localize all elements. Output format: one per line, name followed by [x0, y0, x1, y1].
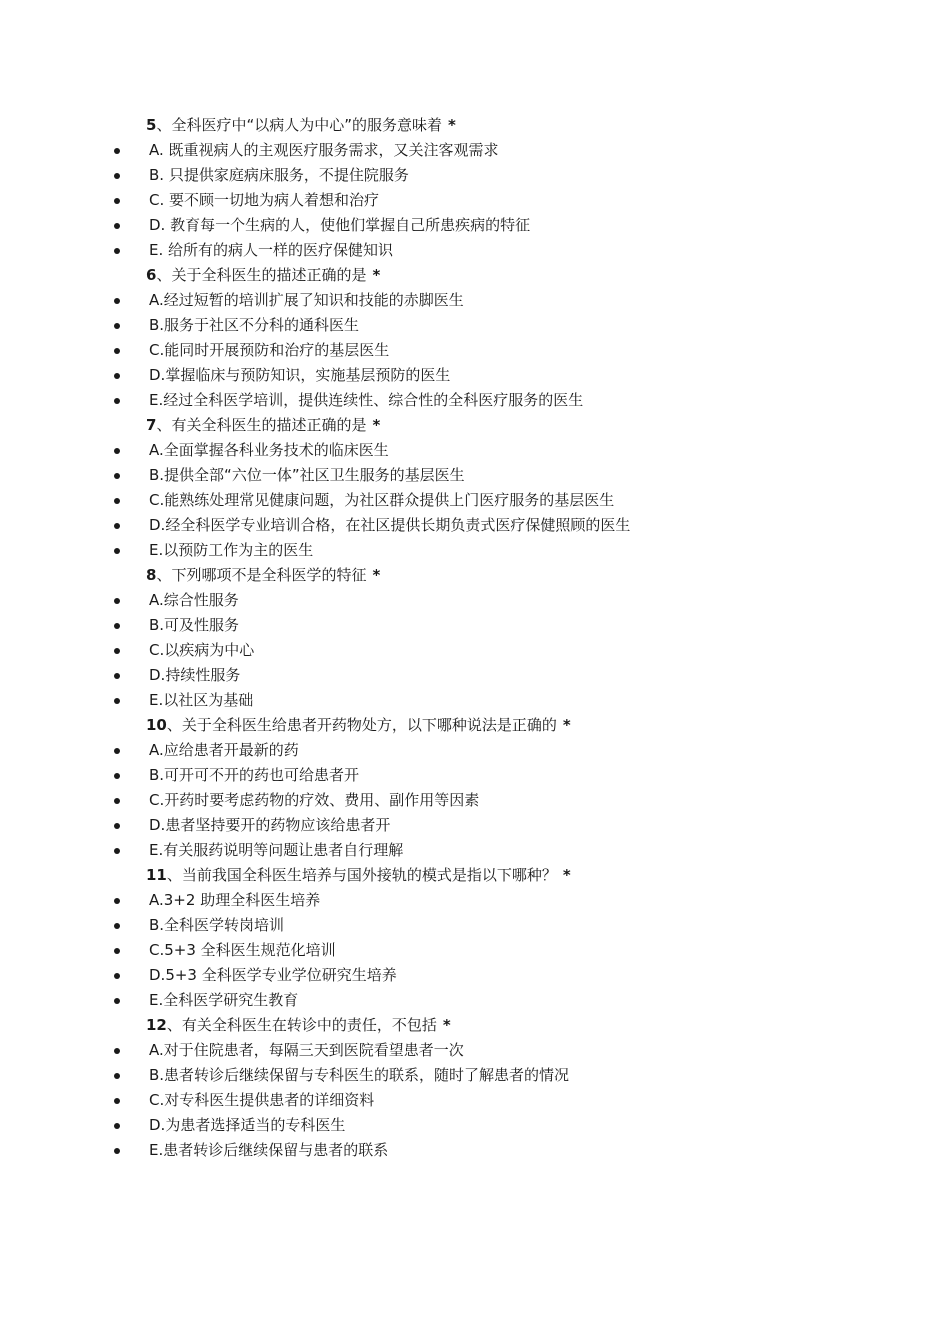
option-c[interactable]: [0, 338, 950, 363]
option-c[interactable]: [0, 1088, 950, 1113]
question-title: [0, 563, 950, 588]
bullet-icon: [114, 348, 120, 354]
question-title: [0, 863, 950, 888]
option-text: B.可开可不开的药也可给患者开: [149, 766, 360, 784]
option-c[interactable]: [0, 638, 950, 663]
option-list: [0, 288, 950, 413]
option-text: E.以社区为基础: [149, 691, 254, 709]
bullet-icon: [114, 223, 120, 229]
bullet-icon: [114, 848, 120, 854]
option-text: C.开药时要考虑药物的疗效、费用、副作用等因素: [149, 791, 480, 809]
question-7: [0, 413, 950, 563]
option-e[interactable]: [0, 838, 950, 863]
bullet-icon: [114, 1098, 120, 1104]
question-6: [0, 263, 950, 413]
bullet-icon: [114, 1123, 120, 1129]
question-title: [0, 413, 950, 438]
bullet-icon: [114, 448, 120, 454]
option-text: D.经全科医学专业培训合格，在社区提供长期负责式医疗保健照顾的医生: [149, 516, 631, 534]
bullet-icon: [114, 523, 120, 529]
question-list: [0, 113, 950, 1163]
option-list: [0, 1038, 950, 1163]
required-marker: *: [372, 266, 381, 284]
option-d[interactable]: [0, 513, 950, 538]
option-b[interactable]: [0, 613, 950, 638]
question-text: 、关于全科医生给患者开药物处方，以下哪种说法是正确的: [166, 716, 557, 734]
bullet-icon: [114, 498, 120, 504]
option-text: C.能同时开展预防和治疗的基层医生: [149, 341, 390, 359]
bullet-icon: [114, 148, 120, 154]
bullet-icon: [114, 798, 120, 804]
question-number: 12: [146, 1016, 167, 1034]
question-10: [0, 713, 950, 863]
option-text: A.应给患者开最新的药: [149, 741, 299, 759]
option-d[interactable]: [0, 963, 950, 988]
option-text: A.3+2 助理全科医生培养: [149, 891, 321, 909]
question-title: [0, 263, 950, 288]
bullet-icon: [114, 248, 120, 254]
required-marker: *: [372, 566, 381, 584]
option-d[interactable]: [0, 1113, 950, 1138]
required-marker: *: [562, 866, 571, 884]
question-5: [0, 113, 950, 263]
bullet-icon: [114, 373, 120, 379]
option-text: A.综合性服务: [149, 591, 239, 609]
bullet-icon: [114, 698, 120, 704]
bullet-icon: [114, 898, 120, 904]
option-text: A. 既重视病人的主观医疗服务需求，又关注客观需求: [149, 141, 499, 159]
option-text: D.5+3 全科医学专业学位研究生培养: [149, 966, 397, 984]
bullet-icon: [114, 548, 120, 554]
required-marker: *: [447, 116, 456, 134]
question-11: [0, 863, 950, 1013]
option-list: [0, 138, 950, 263]
option-text: D.患者坚持要开的药物应该给患者开: [149, 816, 391, 834]
option-d[interactable]: [0, 663, 950, 688]
bullet-icon: [114, 623, 120, 629]
bullet-icon: [114, 1073, 120, 1079]
option-d[interactable]: [0, 813, 950, 838]
question-number: 10: [146, 716, 167, 734]
question-title: [0, 1013, 950, 1038]
bullet-icon: [114, 948, 120, 954]
option-b[interactable]: [0, 313, 950, 338]
option-list: [0, 888, 950, 1013]
option-list: [0, 438, 950, 563]
question-number: 11: [146, 866, 167, 884]
bullet-icon: [114, 598, 120, 604]
option-text: E.全科医学研究生教育: [149, 991, 299, 1009]
option-text: E. 给所有的病人一样的医疗保健知识: [149, 241, 394, 259]
option-text: E.有关服药说明等问题让患者自行理解: [149, 841, 404, 859]
option-e[interactable]: [0, 688, 950, 713]
question-number: 5: [146, 116, 157, 134]
option-text: D.为患者选择适当的专科医生: [149, 1116, 346, 1134]
option-list: [0, 738, 950, 863]
question-8: [0, 563, 950, 713]
option-a[interactable]: [0, 438, 950, 463]
option-text: C.对专科医生提供患者的详细资料: [149, 1091, 375, 1109]
bullet-icon: [114, 198, 120, 204]
option-a[interactable]: [0, 1038, 950, 1063]
option-text: C. 要不顾一切地为病人着想和治疗: [149, 191, 380, 209]
option-text: C.5+3 全科医生规范化培训: [149, 941, 336, 959]
option-text: B.提供全部“六位一体”社区卫生服务的基层医生: [149, 466, 465, 484]
option-c[interactable]: [0, 488, 950, 513]
bullet-icon: [114, 648, 120, 654]
question-text: 、下列哪项不是全科医学的特征: [156, 566, 367, 584]
option-e[interactable]: [0, 988, 950, 1013]
question-number: 8: [146, 566, 157, 584]
question-title: [0, 113, 950, 138]
option-c[interactable]: [0, 788, 950, 813]
question-title: [0, 713, 950, 738]
question-text: 、关于全科医生的描述正确的是: [156, 266, 367, 284]
option-b[interactable]: [0, 763, 950, 788]
option-a[interactable]: [0, 738, 950, 763]
option-b[interactable]: [0, 163, 950, 188]
option-c[interactable]: [0, 188, 950, 213]
option-text: E.经过全科医学培训，提供连续性、综合性的全科医疗服务的医生: [149, 391, 584, 409]
option-a[interactable]: [0, 888, 950, 913]
bullet-icon: [114, 773, 120, 779]
option-e[interactable]: [0, 1138, 950, 1163]
option-d[interactable]: [0, 363, 950, 388]
option-e[interactable]: [0, 388, 950, 413]
question-text: 、有关全科医生的描述正确的是: [156, 416, 367, 434]
bullet-icon: [114, 923, 120, 929]
option-b[interactable]: [0, 463, 950, 488]
option-text: D.持续性服务: [149, 666, 241, 684]
option-text: C.以疾病为中心: [149, 641, 255, 659]
question-number: 6: [146, 266, 157, 284]
question-text: 、有关全科医生在转诊中的责任，不包括: [166, 1016, 437, 1034]
question-text: 、全科医疗中“以病人为中心”的服务意味着: [156, 116, 442, 134]
bullet-icon: [114, 473, 120, 479]
bullet-icon: [114, 998, 120, 1004]
option-a[interactable]: [0, 288, 950, 313]
option-a[interactable]: [0, 138, 950, 163]
option-text: E.以预防工作为主的医生: [149, 541, 314, 559]
option-d[interactable]: [0, 213, 950, 238]
option-text: D.掌握临床与预防知识，实施基层预防的医生: [149, 366, 451, 384]
bullet-icon: [114, 173, 120, 179]
option-text: D. 教育每一个生病的人，使他们掌握自己所患疾病的特征: [149, 216, 531, 234]
option-text: B.服务于社区不分科的通科医生: [149, 316, 360, 334]
bullet-icon: [114, 298, 120, 304]
bullet-icon: [114, 398, 120, 404]
option-text: B.患者转诊后继续保留与专科医生的联系，随时了解患者的情况: [149, 1066, 570, 1084]
bullet-icon: [114, 973, 120, 979]
bullet-icon: [114, 673, 120, 679]
required-marker: *: [372, 416, 381, 434]
question-12: [0, 1013, 950, 1163]
option-text: C.能熟练处理常见健康问题，为社区群众提供上门医疗服务的基层医生: [149, 491, 615, 509]
option-e[interactable]: [0, 238, 950, 263]
option-text: B. 只提供家庭病床服务，不提住院服务: [149, 166, 409, 184]
option-a[interactable]: [0, 588, 950, 613]
bullet-icon: [114, 1048, 120, 1054]
option-text: A.对于住院患者，每隔三天到医院看望患者一次: [149, 1041, 464, 1059]
option-b[interactable]: [0, 1063, 950, 1088]
bullet-icon: [114, 1148, 120, 1154]
option-text: E.患者转诊后继续保留与患者的联系: [149, 1141, 389, 1159]
required-marker: *: [442, 1016, 451, 1034]
option-text: B.可及性服务: [149, 616, 240, 634]
question-text: 、当前我国全科医生培养与国外接轨的模式是指以下哪种？: [166, 866, 557, 884]
option-e[interactable]: [0, 538, 950, 563]
bullet-icon: [114, 823, 120, 829]
bullet-icon: [114, 323, 120, 329]
option-text: A.全面掌握各科业务技术的临床医生: [149, 441, 389, 459]
option-b[interactable]: [0, 913, 950, 938]
option-text: A.经过短暂的培训扩展了知识和技能的赤脚医生: [149, 291, 464, 309]
required-marker: *: [562, 716, 571, 734]
bullet-icon: [114, 748, 120, 754]
option-text: B.全科医学转岗培训: [149, 916, 285, 934]
option-c[interactable]: [0, 938, 950, 963]
option-list: [0, 588, 950, 713]
question-number: 7: [146, 416, 157, 434]
